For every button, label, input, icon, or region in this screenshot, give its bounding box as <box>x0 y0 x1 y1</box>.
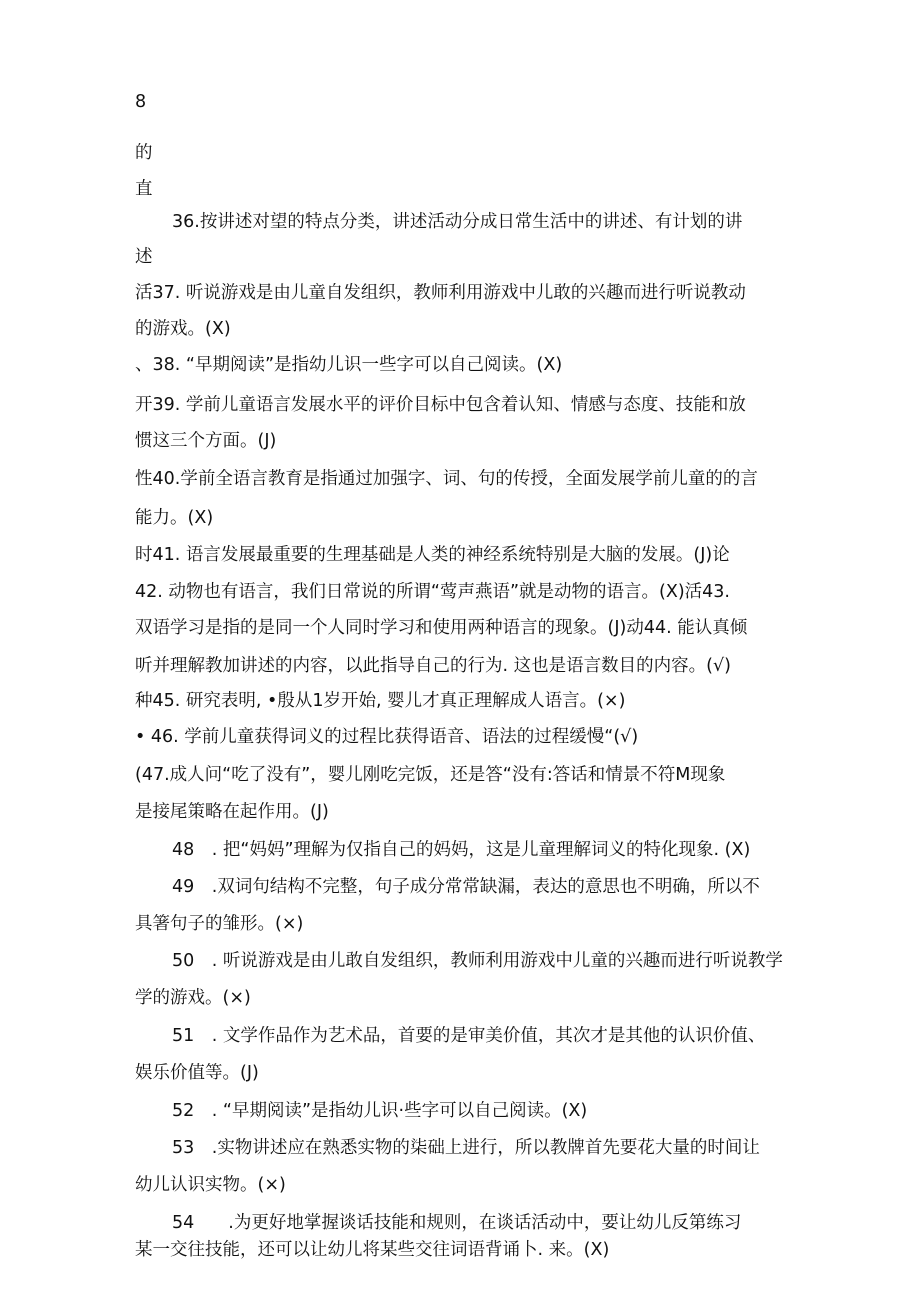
text-line: 开39. 学前儿童语言发展水平的评价目标中包含着认知、情感与态度、技能和放 <box>135 395 746 415</box>
text-line: 53 .实物讲述应在熟悉实物的柒础上进行，所以教牌首先要花大量的时间让 <box>172 1138 760 1158</box>
text-line: 49 .双词句结构不完整，句子成分常常缺漏，表达的意思也不明确，所以不 <box>172 877 760 897</box>
text-line: 、38. “早期阅读”是指幼儿识一些字可以自己阅读。(X) <box>135 355 563 375</box>
text-line: 双语学习是指的是同一个人同时学习和使用两种语言的现象。(J)动44. 能认真倾 <box>135 618 748 638</box>
text-line: 42. 动物也有语言，我们日常说的所谓“莺声燕语”就是动物的语言。(X)活43. <box>135 582 730 602</box>
text-line: 52 . “早期阅读”是指幼儿识·些字可以自己阅读。(X) <box>172 1101 588 1121</box>
page-number: 8 <box>135 92 147 112</box>
text-line: 能力。(X) <box>135 508 214 528</box>
text-line: 直 <box>135 179 153 199</box>
text-line: 的游戏。(X) <box>135 319 231 339</box>
text-line: 性40.学前全语言教育是指通过加强字、词、句的传授，全面发展学前儿童的的言 <box>135 469 758 489</box>
text-line <box>172 1211 741 1235</box>
text-line: 种45. 研究表明, •殷从1岁开始, 婴儿才真正理解成人语言。(×) <box>135 691 626 711</box>
text-line: 活37. 听说游戏是由儿童自发组织，教师利用游戏中儿敢的兴趣而进行听说教动 <box>135 283 746 303</box>
text-line: 听并理解教加讲述的内容，以此指导自己的行为. 这也是语言数目的内容。(√) <box>135 656 731 676</box>
text-line: • 46. 学前儿童获得词义的过程比获得语音、语法的过程缓慢“(√) <box>135 727 639 747</box>
text-line: 51 . 文学作品作为艺术品，首要的是审美价值，其次才是其他的认识价值、 <box>172 1026 766 1046</box>
text-line: 50 . 听说游戏是由儿敢自发组织，教师利用游戏中儿童的兴趣而进行听说教学 <box>172 951 783 971</box>
item-text: .为更好地掌握谈话技能和规则，在谈话活动中，要让幼儿反第练习 <box>228 1213 742 1233</box>
text-line: 学的游戏。(×) <box>135 988 251 1008</box>
text-line: 幼儿认识实物。(×) <box>135 1175 286 1195</box>
item-number: 54 <box>172 1213 195 1233</box>
text-line: 时41. 语言发展最重要的生理基础是人类的神经系统特别是大脑的发展。(J)论 <box>135 545 730 565</box>
text-line: 述 <box>135 247 153 267</box>
text-line: 具箸句子的雏形。(×) <box>135 914 304 934</box>
text-line: 娱乐价值等。(J) <box>135 1063 259 1083</box>
text-line: 是接尾策略在起作用。(J) <box>135 802 329 822</box>
text-line: (47.成人问“吃了没有”，婴儿刚吃完饭，还是答“没有:答话和情景不符M现象 <box>135 765 726 785</box>
text-line: 36.按讲述对望的特点分类，讲述活动分成日常生活中的讲述、有计划的讲 <box>172 212 743 232</box>
text-line: 惯这三个方面。(J) <box>135 431 277 451</box>
text-line: 的 <box>135 143 153 163</box>
text-line: 某一交往技能，还可以让幼儿将某些交往词语背诵卜. 来。(X) <box>135 1240 610 1260</box>
text-line: 48 . 把“妈妈”理解为仅指自己的妈妈，这是儿童理解词义的特化现象. (X) <box>172 840 751 860</box>
